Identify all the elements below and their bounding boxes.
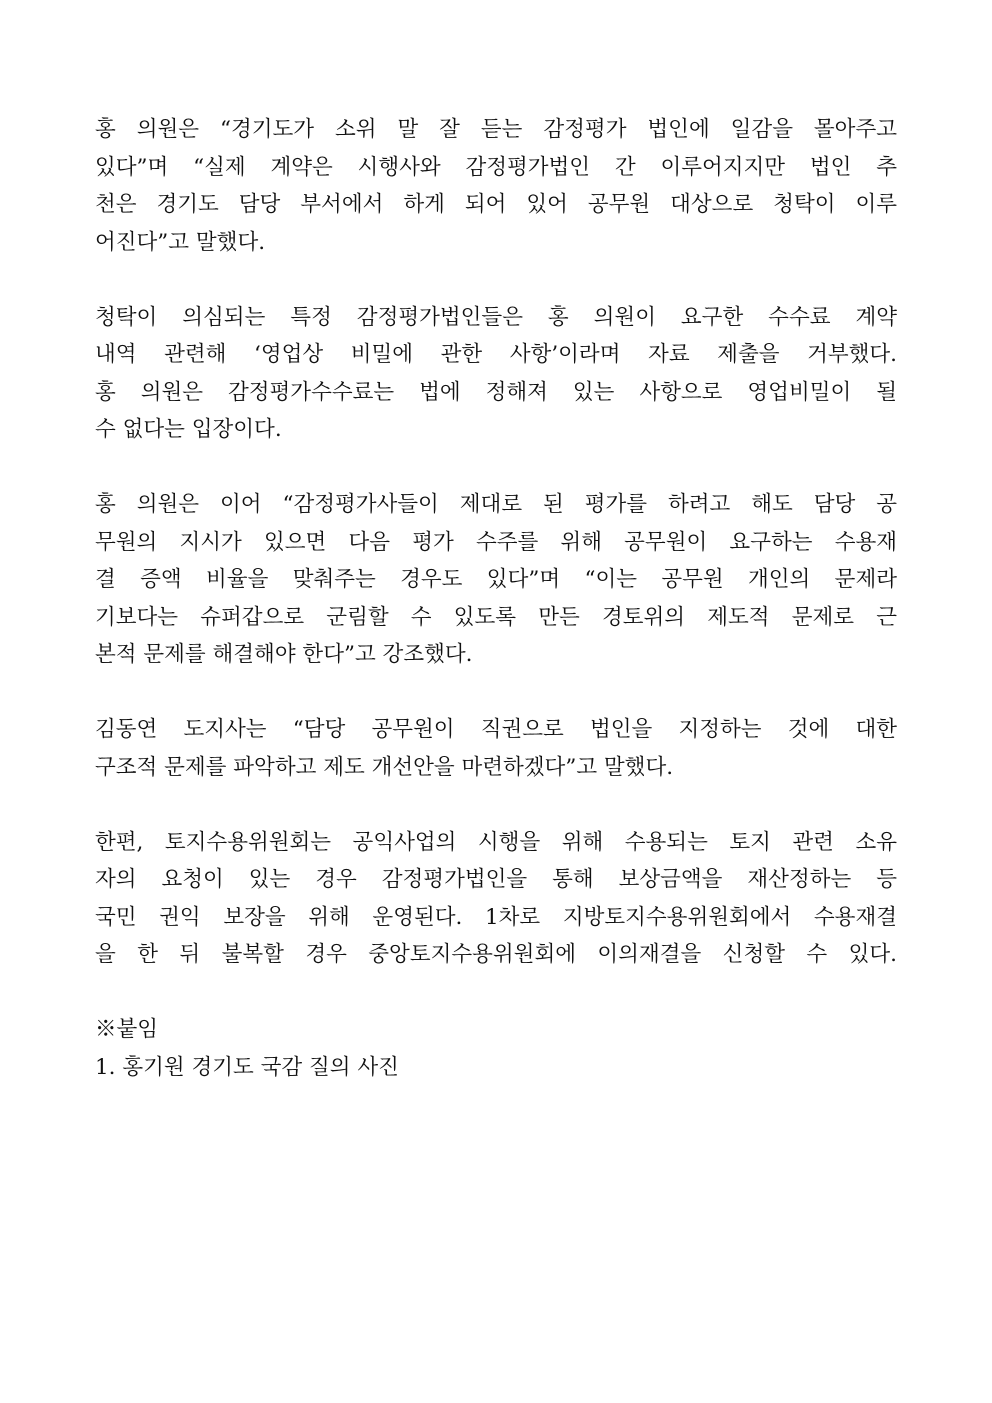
paragraph-2 [95,299,897,449]
paragraph-line: 천은 경기도 담당 부서에서 하게 되어 있어 공무원 대상으로 청탁이 이루 [95,192,897,217]
paragraph-line: 자의 요청이 있는 경우 감정평가법인을 통해 보상금액을 재산정하는 등 [95,867,897,892]
paragraph-line: 있다”며 “실제 계약은 시행사와 감정평가법인 간 이루어지지만 법인 추 [95,154,897,180]
paragraph-line: 홍 의원은 이어 “감정평가사들이 제대로 된 평가를 하려고 해도 담당 공 [95,492,897,517]
paragraph-1 [95,111,897,261]
paragraph-line: 내역 관련해 ‘영업상 비밀에 관한 사항’이라며 자료 제출을 거부했다. [95,342,897,367]
attachment-item: 1. 홍기원 경기도 국감 질의 사진 [95,1054,399,1080]
paragraph-line: 어진다”고 말했다. [95,229,266,255]
document-body [95,111,897,1086]
attachment-section [95,1011,897,1086]
paragraph-line: 구조적 문제를 파악하고 제도 개선안을 마련하겠다”고 말했다. [95,754,674,780]
paragraph-line: 결 증액 비율을 맞춰주는 경우도 있다”며 “이는 공무원 개인의 문제라 [95,567,897,592]
paragraph-line: 본적 문제를 해결해야 한다”고 강조했다. [95,642,473,667]
paragraph-line: 홍 의원은 감정평가수수료는 법에 정해져 있는 사항으로 영업비밀이 될 [95,379,897,405]
paragraph-line: 홍 의원은 “경기도가 소위 말 잘 듣는 감정평가 법인에 일감을 몰아주고 [95,117,897,142]
paragraph-3 [95,486,897,674]
paragraph-line: 김동연 도지사는 “담당 공무원이 직권으로 법인을 지정하는 것에 대한 [95,717,897,742]
paragraph-line: 을 한 뒤 불복할 경우 중앙토지수용위원회에 이의재결을 신청할 수 있다. [95,942,897,967]
paragraph-line: 수 없다는 입장이다. [95,417,282,442]
paragraph-4 [95,711,897,786]
paragraph-5 [95,824,897,974]
paragraph-line: 무원의 지시가 있으면 다음 평가 수주를 위해 공무원이 요구하는 수용재 [95,529,897,555]
paragraph-line: 청탁이 의심되는 특정 감정평가법인들은 홍 의원이 요구한 수수료 계약 [95,304,897,330]
attachment-heading: ※붙임 [95,1017,159,1042]
paragraph-line: 한편, 토지수용위원회는 공익사업의 시행을 위해 수용되는 토지 관련 소유 [95,829,897,855]
paragraph-line: 기보다는 슈퍼갑으로 군림할 수 있도록 만든 경토위의 제도적 문제로 근 [95,604,897,630]
paragraph-line: 국민 권익 보장을 위해 운영된다. 1차로 지방토지수용위원회에서 수용재결 [95,904,897,930]
